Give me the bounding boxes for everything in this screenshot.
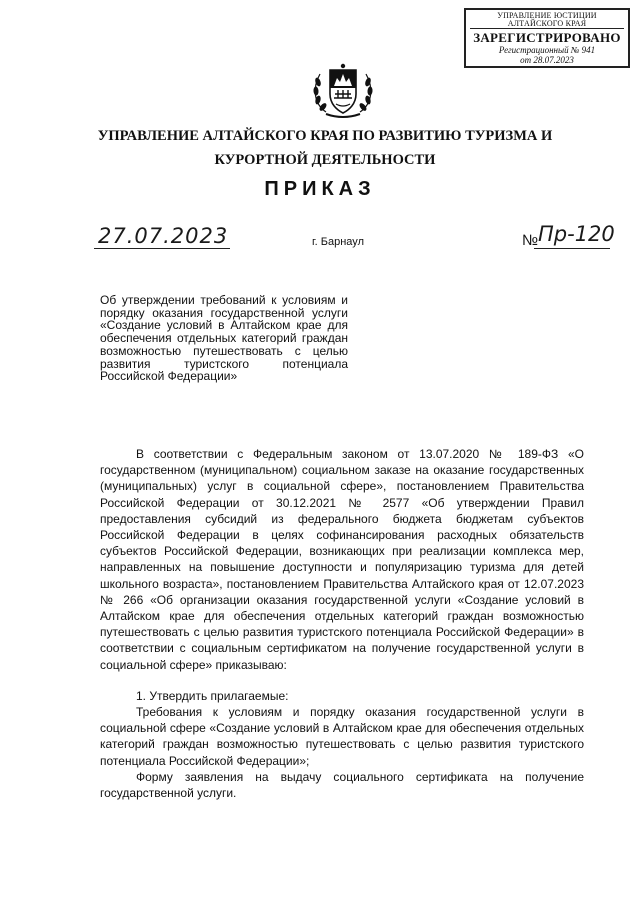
order-body — [100, 446, 584, 801]
stamp-reg-date: от 28.07.2023 — [520, 55, 574, 65]
stamp-org-line2: АЛТАЙСКОГО КРАЯ — [507, 19, 587, 28]
number-sign: № — [522, 232, 539, 249]
registration-stamp — [464, 8, 630, 68]
preamble-paragraph: В соответствии с Федеральным законом от 13.07.2020 № 189-ФЗ «О государственном (муниципальном) социальном заказе на оказание государственных (муниципальных) услуг в социальной сфере», постановлением Правительства Российской Федерации от 30.12.2021 № 2577 «Об утверждении Правил предоставления субсидий из федерального бюджета бюджетам субъектов Российской Федерации в целях софинансирования расходных обязательств субъектов Российской Федерации, возникающих при реализации комплекса мер, направленных на повышение доступности и популяризацию туризма для детей школьного возраста», постановлением Правительства Алтайского края от 12.07.2023 № 266 «Об организации оказания государственной услуги «Создание условий в Алтайском крае для обеспечения отдельных категорий граждан возможностью путешествовать с целью развития туристского потенциала Российской Федерации» в соответствии с социальным сертификатом на получение государственной услуги в социальной сфере» приказываю: — [100, 447, 584, 672]
stamp-org-line1: УПРАВЛЕНИЕ ЮСТИЦИИ — [497, 11, 597, 20]
order-number: Пр-120 — [538, 222, 615, 246]
order-date: 27.07.2023 — [98, 224, 229, 248]
agency-name — [80, 124, 570, 172]
coat-of-arms-icon — [306, 60, 380, 120]
stamp-status: ЗАРЕГИСТРИРОВАНО — [473, 30, 621, 45]
clause-1-application-form: Форму заявления на выдачу социального сертификата на получение государственной услуги. — [100, 769, 584, 801]
stamp-reg-number: Регистрационный № 941 — [498, 45, 596, 55]
number-underline — [534, 248, 610, 249]
date-underline — [94, 248, 230, 249]
document-type: ПРИКАЗ — [264, 178, 376, 200]
agency-name-line2: КУРОРТНОЙ ДЕЯТЕЛЬНОСТИ — [214, 152, 436, 168]
order-city: г. Барнаул — [312, 236, 364, 248]
agency-name-line1: УПРАВЛЕНИЕ АЛТАЙСКОГО КРАЯ ПО РАЗВИТИЮ ТУРИЗМА И — [97, 128, 553, 144]
order-subject: Об утверждении требований к условиям и порядку оказания государственной услуги «Создание условий в Алтайском крае для обеспечения отдельных категорий граждан возможностью путешествовать с целью развития туристского потенциала Российской Федерации» — [100, 293, 348, 384]
clause-1-requirements: Требования к условиям и порядку оказания государственной услуги в социальной сфере «Создание условий в Алтайском крае для обеспечения отдельных категорий граждан возможностью путешествовать с целью развития туристского потенциала Российской Федерации»; — [100, 705, 584, 768]
clause-1: 1. Утвердить прилагаемые: — [136, 688, 289, 703]
